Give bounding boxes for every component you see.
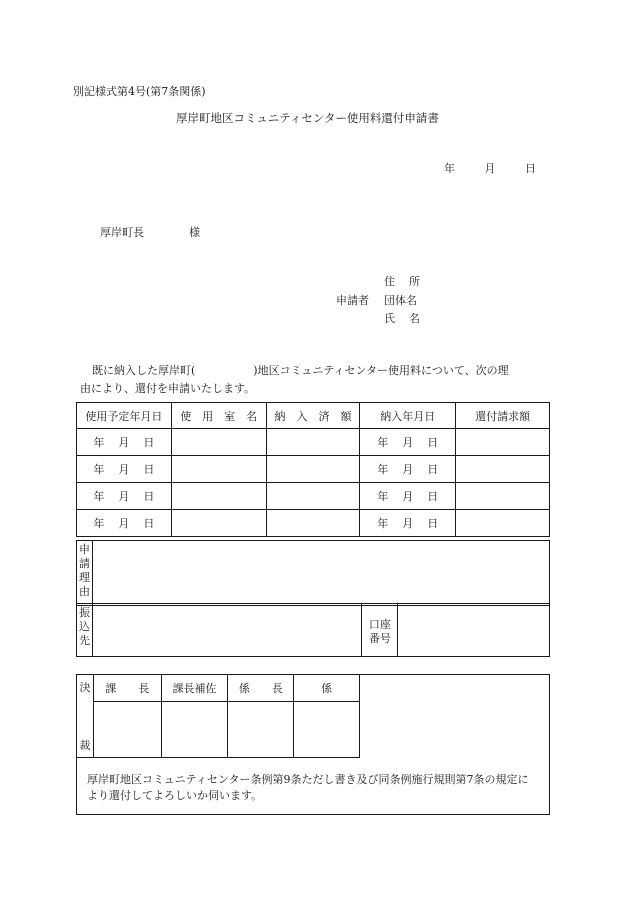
person-name-label: 氏 名 (384, 312, 420, 325)
transfer-table (76, 603, 550, 657)
reason-table (76, 540, 550, 606)
header-paid-amount: 納 入 済 額 (266, 403, 360, 429)
account-number-label: 口座 番号 (362, 604, 398, 657)
table-row (77, 456, 550, 483)
room-name-cell[interactable] (171, 510, 266, 537)
header-paid-date: 納入年月日 (360, 403, 456, 429)
form-number: 別記様式第4号(第7条関係) (73, 85, 206, 98)
approver-stamp-cell[interactable] (228, 702, 294, 758)
approver-header-deputy-chief: 課長補佐 (161, 675, 228, 702)
approver-header-section-chief: 課 長 (93, 675, 161, 702)
decision-blank (359, 675, 549, 758)
reason-field[interactable] (92, 541, 549, 606)
account-number-field[interactable] (398, 604, 550, 657)
table-row (77, 510, 550, 537)
date-day: 日 (525, 162, 536, 175)
group-name-label: 団体名 (384, 293, 417, 307)
approver-header-unit-chief: 係 長 (228, 675, 294, 702)
room-name-cell[interactable] (171, 456, 266, 483)
refund-table (76, 402, 550, 537)
refund-amount-cell[interactable] (456, 483, 550, 510)
refund-amount-cell[interactable] (456, 510, 550, 537)
room-name-cell[interactable] (171, 429, 266, 456)
applicant-label: 申請者 (336, 294, 369, 307)
table-header-row (77, 403, 550, 429)
paid-date-cell[interactable]: 年 月 日 (360, 456, 456, 483)
transfer-label: 振 込 先 (77, 604, 93, 657)
use-date-cell[interactable]: 年 月 日 (77, 456, 172, 483)
paid-date-cell[interactable]: 年 月 日 (360, 510, 456, 537)
decision-note: 厚岸町地区コミュニティセンター条例第9条ただし書き及び同条例施行規則第7条の規定により還付してよろしいか伺います。 (77, 758, 550, 815)
table-row (77, 483, 550, 510)
room-name-cell[interactable] (171, 483, 266, 510)
table-row (77, 429, 550, 456)
approver-stamp-cell[interactable] (93, 702, 161, 758)
addressee-honorific: 様 (189, 226, 200, 239)
approver-stamp-cell[interactable] (161, 702, 228, 758)
applicant-block (336, 273, 456, 329)
paid-amount-cell[interactable] (266, 429, 360, 456)
reason-label: 申 請 理 由 (77, 541, 93, 606)
use-date-cell[interactable]: 年 月 日 (77, 483, 172, 510)
paid-amount-cell[interactable] (266, 510, 360, 537)
paid-date-cell[interactable]: 年 月 日 (360, 483, 456, 510)
form-title: 厚岸町地区コミュニティセンター使用料還付申請書 (176, 111, 439, 125)
date-month: 月 (484, 162, 496, 175)
paid-date-cell[interactable]: 年 月 日 (360, 429, 456, 456)
address-label: 住 所 (384, 275, 420, 288)
addressee-name: 厚岸町長 (100, 226, 144, 239)
decision-table (76, 674, 550, 815)
date-year: 年 (444, 162, 455, 175)
header-room-name: 使 用 室 名 (171, 403, 266, 429)
addressee (100, 224, 200, 240)
body-text-line2: 由により、還付を申請いたします。 (80, 382, 256, 395)
approver-header-staff: 係 (294, 675, 360, 702)
header-use-date: 使用予定年月日 (77, 403, 172, 429)
refund-amount-cell[interactable] (456, 456, 550, 483)
use-date-cell[interactable]: 年 月 日 (77, 429, 172, 456)
application-date (444, 160, 536, 176)
decision-label: 決 裁 (77, 675, 94, 758)
transfer-field[interactable] (92, 604, 361, 657)
paid-amount-cell[interactable] (266, 483, 360, 510)
header-refund-amount: 還付請求額 (456, 403, 550, 429)
approver-stamp-cell[interactable] (294, 702, 360, 758)
body-text-line1: 既に納入した厚岸町( )地区コミュニティセンター使用料について、次の理 (92, 364, 509, 377)
use-date-cell[interactable]: 年 月 日 (77, 510, 172, 537)
paid-amount-cell[interactable] (266, 456, 360, 483)
refund-amount-cell[interactable] (456, 429, 550, 456)
